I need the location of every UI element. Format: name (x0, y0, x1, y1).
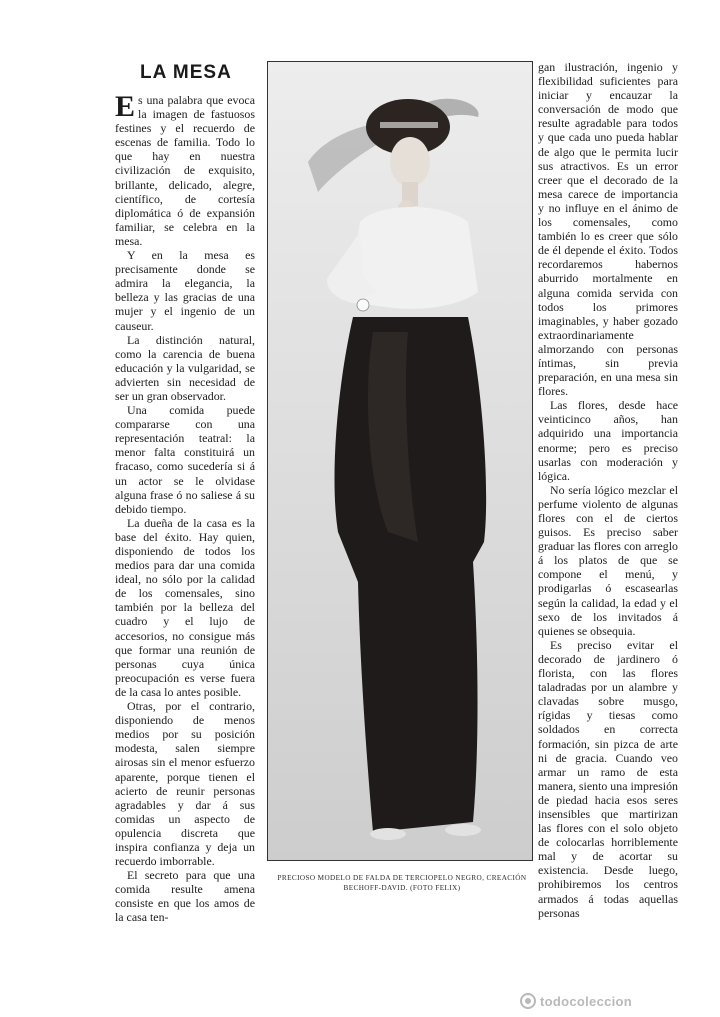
article-column-left (115, 90, 255, 925)
article-paragraph: gan ilustración, ingenio y flexibilidad suficientes para iniciar y encauzar la conversación de modo que resulte agradable para todos y que cada uno pueda hablar de algo que le permita lucir sus atractivos. Es un error creer que el decorado de la mesa carece de importancia y no influye en el ánimo de los comensales, como también lo es creer que sólo de él depende el éxito. Todos recordaremos habernos aburrido mortalmente en alguna comida servida con todos los primores imaginables, y haber gozado extraordinariamente almorzando con personas íntimas, sin previa preparación, en una mesa sin flores. (538, 60, 678, 399)
article-paragraph: Y en la mesa es precisamente donde se admira la elegancia, la belleza y las gracias de una mujer y el ingenio de un causeur. (115, 248, 255, 333)
fashion-photograph (267, 61, 533, 861)
paragraph-text: s una palabra que evoca la imagen de fastuosos festines y el recuerdo de escenas de familia. Todo lo que hay en nuestra civilización de exquisito, brillante, delicado, alegre, científico, de cortesía diplomática ó de expansión familiar, se celebra en la mesa. (115, 93, 255, 248)
watermark-text: todocoleccion (540, 993, 633, 1009)
article-title: LA MESA (140, 62, 232, 83)
article-paragraph: Las flores, desde hace veinticinco años, han adquirido una importancia enorme; pero es preciso usarlas con moderación y lógica. (538, 398, 678, 483)
woman-portrait-figure (268, 62, 533, 861)
article-paragraph: La distinción natural, como la carencia de buena educación y la vulgaridad, se advierten sin necesidad de ser un gran observador. (115, 332, 255, 403)
article-paragraph: No sería lógico mezclar el perfume violento de algunas flores con el de ciertos guisos. Es preciso saber graduar las flores con arreglo á los platos de que se compone el menú, y prodigarlas ó escasearlas según la calidad, la edad y el sexo de los invitados á quienes se obsequia. (538, 482, 678, 638)
todocoleccion-logo-icon (520, 993, 536, 1009)
watermark (520, 992, 632, 1010)
article-paragraph: El secreto para que una comida resulte amena consiste en que los amos de la casa ten- (115, 868, 255, 925)
photo-caption: PRECIOSO MODELO DE FALDA DE TERCIOPELO NEGRO, CREACIÓN BECHOFF-DAVID. (FOTO FELIX) (277, 874, 527, 892)
article-paragraph: La dueña de la casa es la base del éxito. Hay quien, disponiendo de todos los medios para dar una comida ideal, no sólo por la calidad de los comensales, sino también por la belleza del cuadro y el lujo de accesorios, no consigue más que formar una reunión de personas cuya única preocupación es verse fuera de la casa lo antes posible. (115, 515, 255, 699)
article-paragraph: Una comida puede compararse con una representación teatral: la menor falta constituirá un fracaso, como sucedería si á un actor se le olvidase alguna frase ó no saliese á su debido tiempo. (115, 403, 255, 516)
drop-cap: E (115, 90, 136, 123)
article-column-right (538, 60, 678, 920)
article-paragraph: Es preciso evitar el decorado de jardinero ó florista, con las flores taladradas por un alambre y clavadas sobre musgo, rígidas y tiesas como soldados en correcta formación, sin pizca de arte ni de gracia. Cuando veo armar un ramo de esta manera, siento una impresión de piedad hacia esos seres insensibles que martirizan las flores con el solo objeto de colocarlas horriblemente mal y de acortar su existencia. Desde luego, prohibiremos los centros armados á todas aquellas personas (538, 637, 679, 920)
article-paragraph (115, 90, 255, 248)
article-paragraph: Otras, por el contrario, disponiendo de menos medios por su posición modesta, salen siempre airosas sin el menor esfuerzo aparente, porque tienen el acierto de reunir personas agradables y dar á sus comidas un aspecto de opulencia discreta que inspira confianza y deja un recuerdo imborrable. (115, 699, 255, 869)
